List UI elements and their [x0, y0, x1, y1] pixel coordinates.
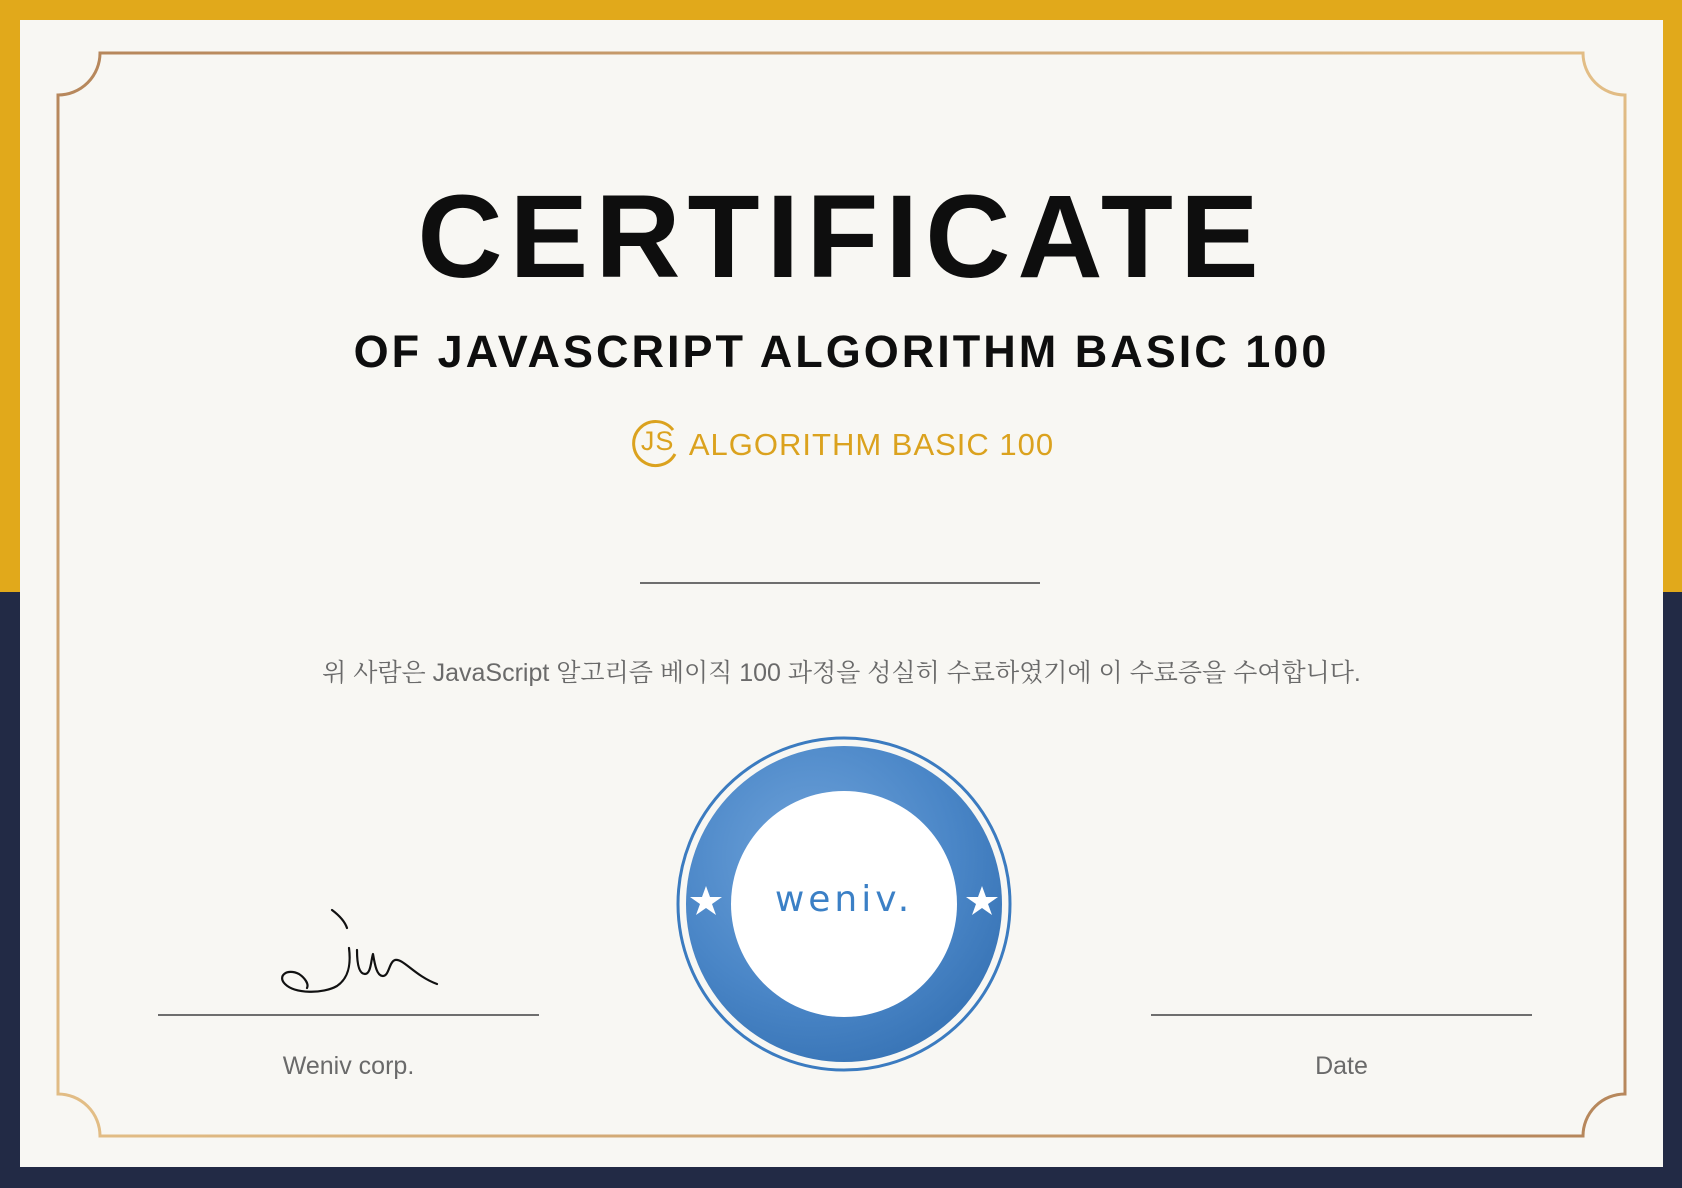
course-logo-text: ALGORITHM BASIC 100 — [688, 426, 1055, 462]
recipient-name-line — [640, 582, 1040, 584]
certificate-statement: 위 사람은 JavaScript 알고리즘 베이직 100 과정을 성실히 수료하였기에 이 수료증을 수여합니다. — [322, 659, 1361, 687]
course-logo — [20, 418, 1663, 470]
signature-line — [158, 1014, 539, 1016]
js-badge-text: JS — [640, 426, 675, 456]
signature-label: Weniv corp. — [282, 1052, 415, 1080]
signature-icon — [265, 904, 445, 1014]
certificate-title: CERTIFICATE — [417, 171, 1266, 303]
weniv-logo-text: weniv. — [774, 879, 914, 920]
js-badge-icon — [629, 418, 681, 470]
certificate-subtitle: OF JAVASCRIPT ALGORITHM BASIC 100 — [353, 326, 1330, 377]
certificate-paper — [20, 20, 1663, 1167]
date-line — [1151, 1014, 1532, 1016]
date-label: Date — [1315, 1052, 1368, 1080]
